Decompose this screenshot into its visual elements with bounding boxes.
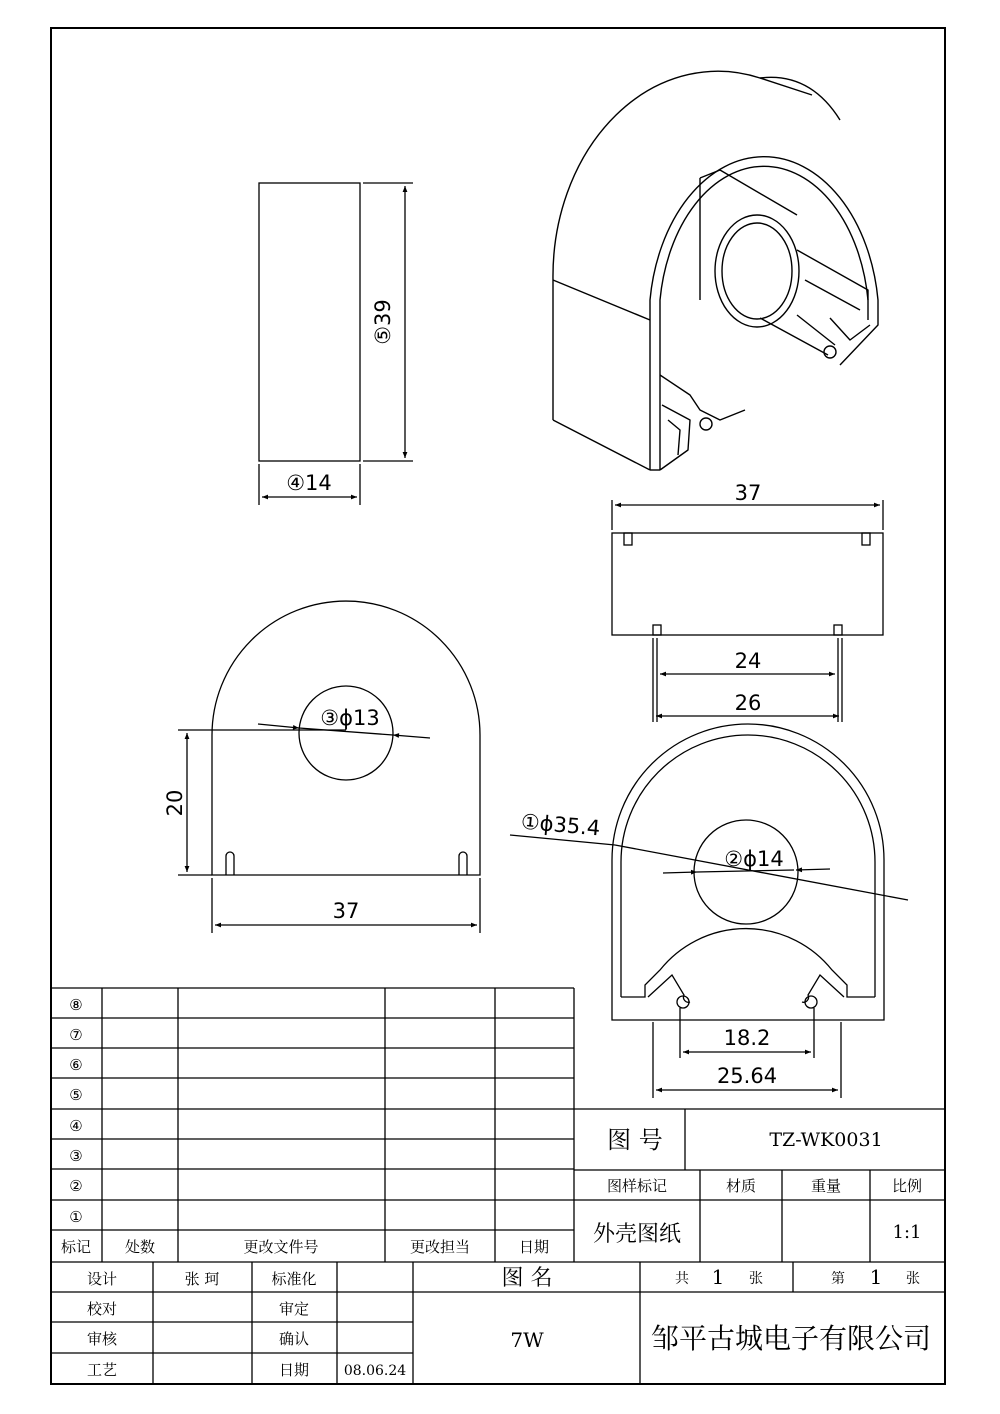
rev-header-date: 日期 (518, 1238, 550, 1256)
rev-header-doc: 更改文件号 (243, 1238, 319, 1256)
label-sheet: 第 (831, 1271, 845, 1287)
label-confirm: 确认 (278, 1330, 310, 1348)
label-standard: 标准化 (271, 1270, 317, 1288)
dim-pin-inner-24: 24 (734, 649, 762, 673)
label-material: 材质 (725, 1177, 757, 1195)
rev-header-count: 处数 (124, 1238, 156, 1256)
label-total: 共 (675, 1271, 689, 1287)
sheet-number: 1 (869, 1265, 883, 1289)
rev-marker-1: ① (69, 1208, 83, 1226)
label-approve: 审定 (278, 1300, 310, 1318)
rev-marker-8: ⑧ (69, 996, 83, 1014)
dim-hole-13: ③ϕ13 (320, 706, 380, 730)
dim-front-width-37: 37 (332, 899, 360, 923)
label-date: 日期 (278, 1361, 310, 1379)
rev-marker-7: ⑦ (69, 1026, 83, 1044)
drawing-no: TZ-WK0031 (769, 1129, 883, 1151)
rev-marker-5: ⑤ (69, 1086, 83, 1104)
designer-name: 张 珂 (184, 1270, 220, 1288)
rev-marker-2: ② (69, 1177, 83, 1195)
top-view (612, 500, 883, 722)
dim-pin-outer-26: 26 (734, 691, 762, 715)
dim-width-14: ④14 (286, 471, 332, 495)
rev-marker-4: ④ (69, 1117, 83, 1135)
label-design: 设计 (86, 1270, 118, 1288)
label-process: 工艺 (86, 1361, 118, 1379)
dim-slot-25-64: 25.64 (716, 1064, 778, 1088)
total-count: 1 (711, 1265, 725, 1289)
label-weight: 重量 (810, 1177, 842, 1195)
sheet-name: 外壳图纸 (592, 1222, 682, 1247)
drawing-no-label: 图 号 (607, 1126, 663, 1154)
rev-header-owner: 更改担当 (409, 1238, 471, 1256)
label-check: 校对 (86, 1300, 118, 1318)
rear-view (510, 724, 908, 1098)
revision-table (51, 988, 945, 1262)
dim-slot-18-2: 18.2 (723, 1026, 771, 1050)
label-review: 审核 (86, 1330, 118, 1348)
dim-height-20: 20 (163, 789, 187, 817)
label-scale: 比例 (891, 1177, 923, 1195)
front-view (178, 601, 480, 933)
dim-height-39: ⑤39 (371, 299, 395, 345)
label-drawing-mark: 图样标记 (606, 1177, 668, 1195)
date-value: 08.06.24 (343, 1363, 407, 1379)
company-name: 邹平古城电子有限公司 (650, 1322, 932, 1355)
name-value: 7W (510, 1328, 544, 1352)
rev-header-mark: 标记 (60, 1238, 92, 1256)
label-sheet-unit-2: 张 (906, 1271, 920, 1287)
dim-top-width-37: 37 (734, 481, 762, 505)
isometric-view (553, 71, 878, 470)
name-label: 图 名 (501, 1266, 553, 1291)
dim-inner-14: ②ϕ14 (724, 847, 784, 871)
rev-marker-6: ⑥ (69, 1056, 83, 1074)
scale-value: 1:1 (892, 1222, 922, 1243)
rev-marker-3: ③ (69, 1147, 83, 1165)
label-sheet-unit: 张 (749, 1271, 763, 1287)
dim-outer-35-4: ①ϕ35.4 (519, 809, 602, 841)
